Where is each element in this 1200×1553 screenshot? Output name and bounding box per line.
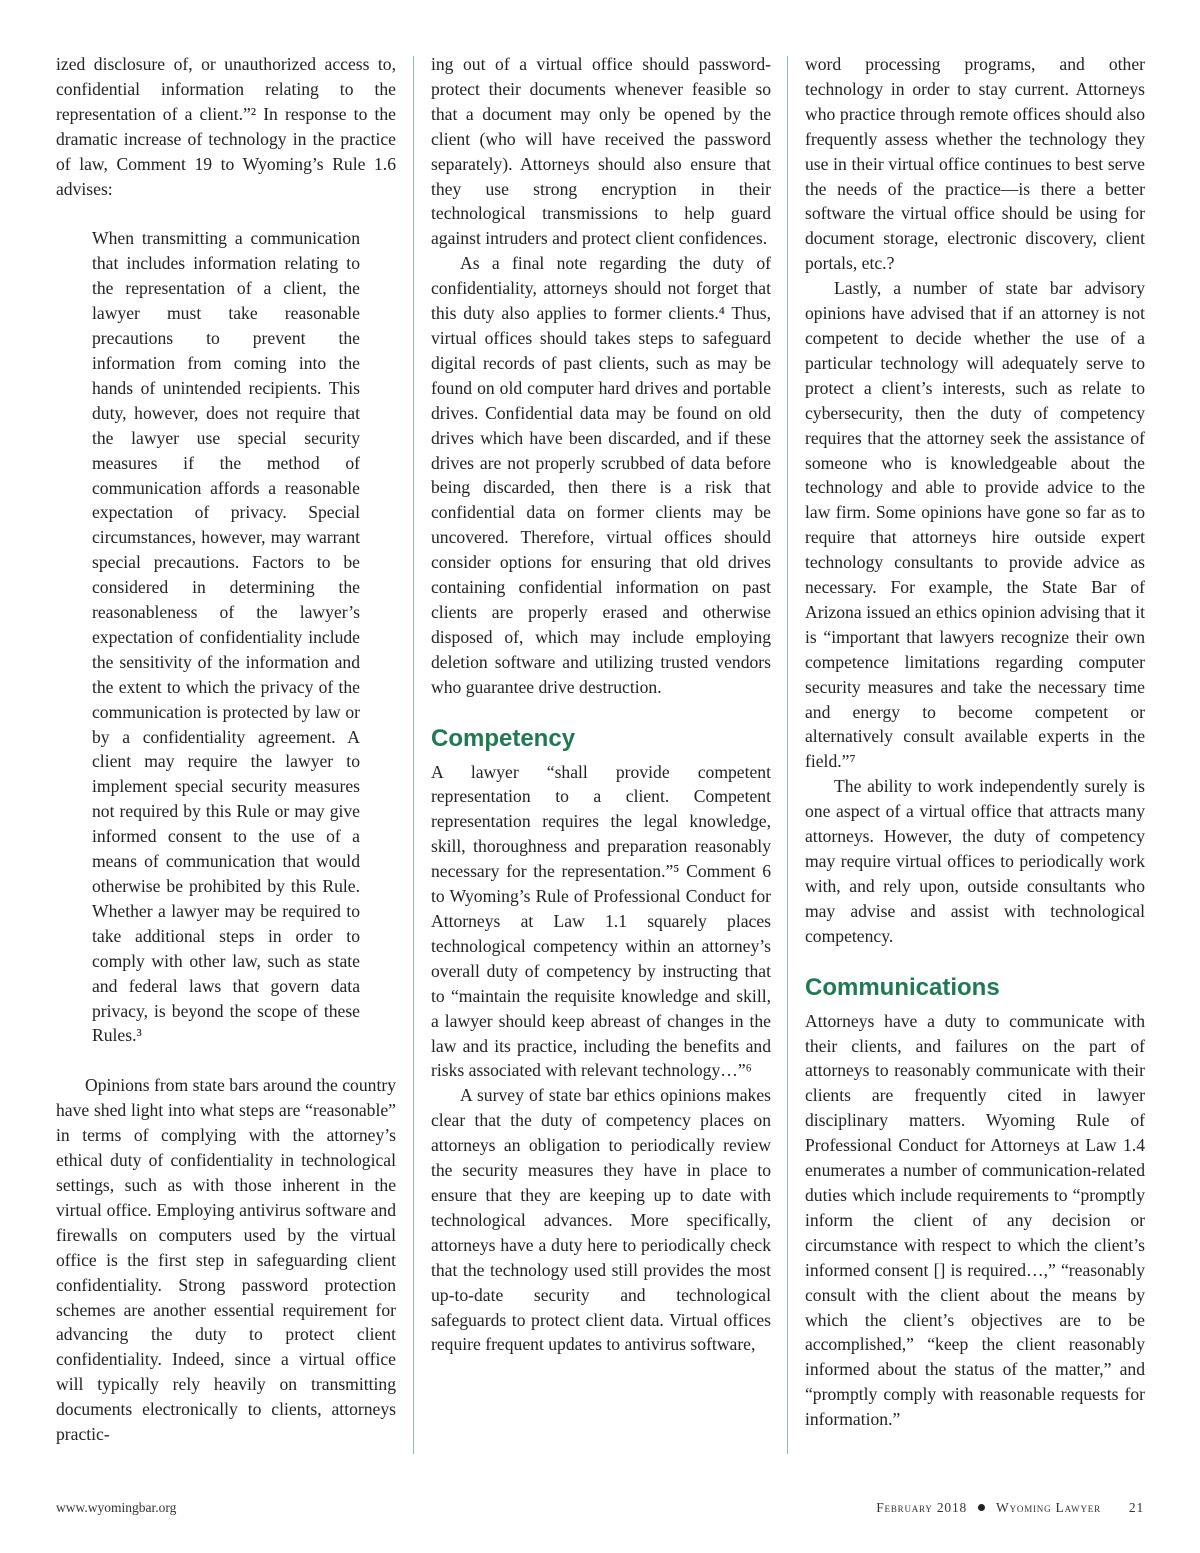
- paragraph: ing out of a virtual office should password-protect their documents whenever feasible so that a document may only be opened by the client (who will have received the password separately). Attorneys should also ensure that they use strong encryption in their technological transmissions to help guard against intruders and protect client confidences.: [431, 54, 771, 249]
- page-number: 21: [1128, 1500, 1144, 1515]
- paragraph: word processing programs, and other technology in order to stay current. Attorneys who practice through remote offices should also frequently assess whether the technology they use in their virtual office continues to best serve the needs of the practice—is there a better software the virtual office should be using for document storage, electronic discovery, client portals, etc.?: [805, 54, 1145, 274]
- paragraph: A survey of state bar ethics opinions makes clear that the duty of competency places on attorneys an obligation to periodically review the security measures they have in place to ensure that they are keeping up to date with technological advances. More specifically, attorneys have a duty here to periodically check that the technology used still provides the most up-to-date security and technological safeguards to protect client data. Virtual offices require frequent updates to antivirus software,: [431, 1085, 771, 1355]
- issue-date: February 2018: [876, 1500, 968, 1515]
- block-quote: When transmitting a communication that includes information relating to the representation of a client, the lawyer must take reasonable precautions to prevent the information from coming into the hands of unintended recipients. This duty, however, does not require that the lawyer use special security measures if the method of communication affords a reasonable expectation of privacy. Special circumstances, however, may warrant special precautions. Factors to be considered in determining the reasonableness of the lawyer’s expectation of confidentiality include the sensitivity of the information and the extent to which the privacy of the communication is protected by law or by a confidentiality agreement. A client may require the lawyer to implement special security measures not required by this Rule or may give informed consent to the use of a means of communication that would otherwise be prohibited by this Rule. Whether a lawyer may be required to take additional steps in order to comply with other law, such as state and federal laws that govern data privacy, is beyond the scope of these Rules.³: [92, 228, 360, 1046]
- paragraph: A lawyer “shall provide competent representation to a client. Competent representation requires the legal knowledge, skill, thoroughness and preparation reasonably necessary for the representation.”⁵ Comment 6 to Wyoming’s Rule of Professional Conduct for Attorneys at Law 1.1 squarely places technological competency within an attorney’s overall duty of competency by instructing that to “maintain the requisite knowledge and skill, a lawyer should keep abreast of changes in the law and its practice, including the benefits and risks associated with relevant technology…”⁶: [431, 761, 771, 1081]
- footer-website[interactable]: www.wyomingbar.org: [56, 1500, 177, 1515]
- section-heading-communications: Communications: [805, 973, 1000, 1001]
- publication-name: Wyoming Lawyer: [996, 1500, 1101, 1515]
- column-divider: [787, 56, 788, 1454]
- bullet-icon: [978, 1504, 985, 1511]
- paragraph: ized disclosure of, or unauthorized access to, confidential information relating to the representation of a client.”² In response to the dramatic increase of technology in the practice of law, Comment 19 to Wyoming’s Rule 1.6 advises:: [56, 54, 396, 199]
- paragraph: The ability to work independently surely is one aspect of a virtual office that attracts many attorneys. However, the duty of competency may require virtual offices to periodically work with, and rely upon, outside consultants who may advise and assist with technological competency.: [805, 776, 1145, 946]
- column-2: [431, 52, 771, 1357]
- paragraph: Attorneys have a duty to communicate with their clients, and failures on the part of attorneys to reasonably communicate with their clients are frequently cited in lawyer disciplinary matters. Wyoming Rule of Professional Conduct for Attorneys at Law 1.4 enumerates a number of communication-related duties which include requirements to “promptly inform the client of any decision or circumstance with respect to which the client’s informed consent [] is required…,” “reasonably consult with the client about the means by which the client’s objectives are to be accomplished,” “keep the client reasonably informed about the status of the matter,” and “promptly comply with reasonable requests for information.”: [805, 1010, 1145, 1430]
- footer-issue-info: [876, 1500, 1144, 1516]
- paragraph: As a final note regarding the duty of confidentiality, attorneys should not forget that this duty also applies to former clients.⁴ Thus, virtual offices should takes steps to safeguard digital records of past clients, such as may be found on old computer hard drives and portable drives. Confidential data may be found on old drives which have been discarded, and if these drives are not properly scrubbed of data before being discarded, then there is a risk that confidential data on former clients may be uncovered. Therefore, virtual offices should consider options for ensuring that old drives containing confidential information on past clients are properly erased and otherwise disposed of, which may include employing deletion software and utilizing trusted vendors who guarantee drive destruction.: [431, 253, 771, 697]
- section-heading-competency: Competency: [431, 724, 576, 752]
- column-1: [56, 52, 396, 1447]
- column-3: [805, 52, 1145, 1432]
- paragraph: Lastly, a number of state bar advisory opinions have advised that if an attorney is not competent to decide whether the use of a particular technology will adequately serve to protect a client’s interests, such as relate to cybersecurity, then the duty of competency requires that the attorney seek the assistance of someone who is knowledgeable about the technology and able to provide advice to the law firm. Some opinions have gone so far as to require that attorneys hire outside expert technology consultants to provide advice as necessary. For example, the State Bar of Arizona issued an ethics opinion advising that it is “important that lawyers recognize their own competence limitations regarding computer security measures and take the necessary time and energy to become competent or alternatively consult available experts in the field.”⁷: [805, 278, 1145, 772]
- paragraph: Opinions from state bars around the country have shed light into what steps are “reasonable” in terms of complying with the attorney’s ethical duty of confidentiality in technological settings, such as with those inherent in the virtual office. Employing antivirus software and firewalls on computers used by the virtual office is the first step in safeguarding client confidentiality. Strong password protection schemes are another essential requirement for advancing the duty to protect client confidentiality. Indeed, since a virtual office will typically rely heavily on transmitting documents electronically to clients, attorneys practic-: [56, 1075, 396, 1445]
- column-divider: [413, 56, 414, 1454]
